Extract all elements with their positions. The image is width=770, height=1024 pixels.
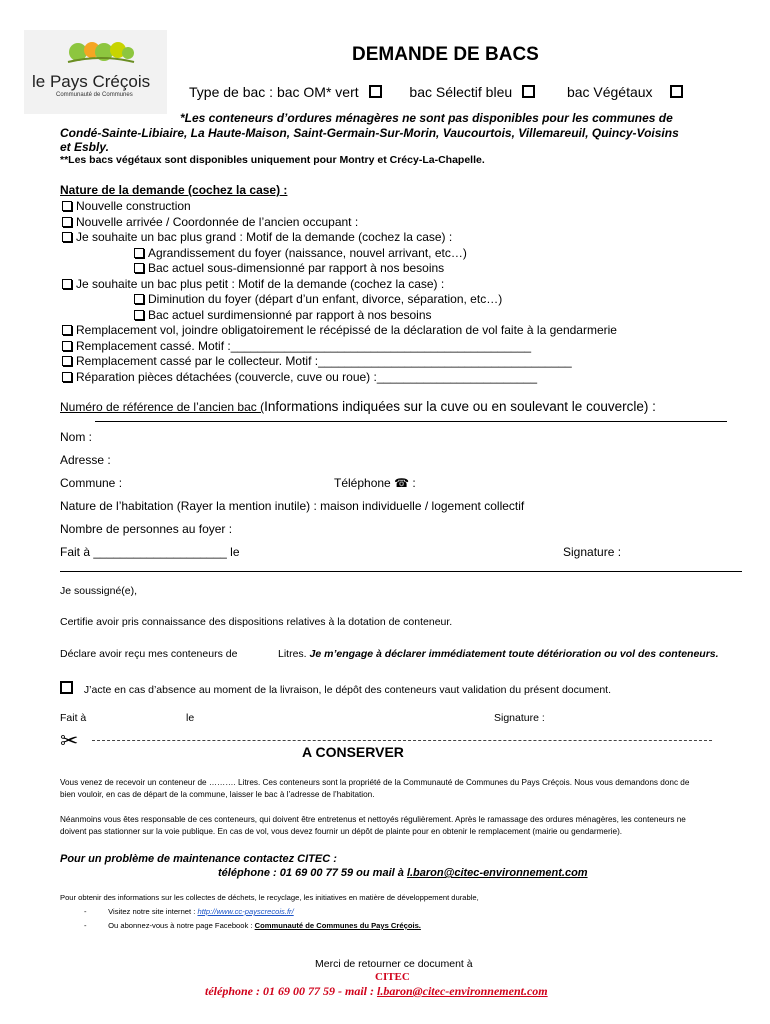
reference-hint: Informations indiquées sur la cuve ou en soulevant le couvercle) :: [264, 399, 656, 414]
field-fait-a[interactable]: Fait à ____________________ le: [60, 545, 240, 559]
nature-heading: Nature de la demande (cochez la case) :: [60, 183, 288, 197]
checkbox[interactable]: [62, 201, 72, 211]
checkbox[interactable]: [62, 341, 72, 351]
conserver-p1-line2: bien vouloir, en cas de départ de la commune, laisser le bac à l’adresse de l’habitation.: [60, 790, 375, 799]
website-link[interactable]: http://www.cc-payscrecois.fr/: [197, 907, 294, 916]
bac-vegetaux-label: bac Végétaux: [566, 84, 653, 100]
field-habitation[interactable]: Nature de l’habitation (Rayer la mention inutile) : maison individuelle / logement collectif: [60, 499, 525, 513]
notice-line-1: *Les conteneurs d’ordures ménagères ne sont pas disponibles pour les communes de: [180, 111, 673, 125]
bac-type-row: [189, 84, 687, 100]
bac-vegetaux-checkbox[interactable]: [670, 85, 683, 98]
conserver-p2-line1: Néanmoins vous êtes responsable de ces conteneurs, qui doivent être entretenus et nettoyés régulièrement. Après le ramassage des ordures ménagères, les conteneurs ne: [60, 815, 686, 824]
nature-subitem[interactable]: Diminution du foyer (départ d’un enfant, divorce, séparation, etc…): [134, 292, 617, 308]
nature-item[interactable]: Nouvelle construction: [62, 199, 617, 215]
reference-label: Numéro de référence de l’ancien bac (: [60, 400, 265, 414]
notice-line-3: et Esbly.: [60, 140, 109, 154]
phone-icon: ☎: [394, 476, 410, 490]
page-title: DEMANDE DE BACS: [352, 44, 539, 65]
field-nom[interactable]: Nom :: [60, 430, 93, 444]
attest-certifie: Certifie avoir pris connaissance des dispositions relatives à la dotation de conteneur.: [60, 616, 453, 628]
maintenance-heading: Pour un problème de maintenance contactez CITEC :: [60, 853, 337, 865]
info-bullet-website: - Visitez notre site internet : http://www.cc-payscrecois.fr/: [84, 907, 294, 916]
maintenance-contact: téléphone : 01 69 00 77 59 ou mail à l.baron@citec-environnement.com: [218, 867, 588, 879]
field-personnes[interactable]: Nombre de personnes au foyer :: [60, 522, 233, 536]
checkbox[interactable]: [62, 356, 72, 366]
bac-selectif-checkbox[interactable]: [522, 85, 535, 98]
checkbox[interactable]: [134, 294, 144, 304]
nature-item[interactable]: Réparation pièces détachées (couvercle, cuve ou roue) :________________________: [62, 370, 617, 386]
nature-item[interactable]: Nouvelle arrivée / Coordonnée de l’ancien occupant :: [62, 215, 617, 231]
checkbox[interactable]: [62, 279, 72, 289]
reference-line: [95, 421, 727, 422]
conserver-title: A CONSERVER: [302, 744, 404, 760]
reference-row: [60, 398, 656, 416]
field-telephone[interactable]: Téléphone ☎ :: [334, 476, 416, 490]
notice-vegetaux: **Les bacs végétaux sont disponibles uniquement pour Montry et Crécy-La-Chapelle.: [60, 154, 485, 166]
logo-subtitle: Communauté de Communes: [56, 92, 133, 98]
notice-line-2: Condé-Sainte-Libiaire, La Haute-Maison, Saint-Germain-Sur-Morin, Vaucourtois, Villemareuil, Quincy-Voisins: [60, 126, 679, 140]
logo: [24, 30, 167, 114]
cut-line: [92, 740, 712, 741]
field-signature[interactable]: Signature :: [563, 545, 622, 559]
nature-item[interactable]: Je souhaite un bac plus grand : Motif de la demande (cochez la case) :: [62, 230, 617, 246]
facebook-link[interactable]: Communauté de Communes du Pays Créçois.: [254, 921, 421, 930]
nature-item[interactable]: Remplacement cassé. Motif :_____________________________________________: [62, 339, 617, 355]
conserver-p2-line2: doivent pas stationner sur la voie publique. En cas de vol, vous devez fournir un dépôt de plainte pour en obtenir le remplacement (mairie ou gendarmerie).: [60, 827, 623, 836]
attest-fait-a[interactable]: Fait à: [60, 712, 87, 724]
attest-absence-row[interactable]: [60, 681, 611, 696]
section-divider: [60, 571, 742, 572]
logo-trees-icon: [66, 38, 136, 66]
maintenance-mail-link[interactable]: l.baron@citec-environnement.com: [406, 867, 588, 879]
footer-citec: CITEC: [375, 971, 410, 983]
checkbox[interactable]: [62, 325, 72, 335]
checkbox[interactable]: [134, 263, 144, 273]
nature-item[interactable]: Je souhaite un bac plus petit : Motif de la demande (cochez la case) :: [62, 277, 617, 293]
absence-checkbox[interactable]: [60, 681, 73, 694]
field-adresse[interactable]: Adresse :: [60, 453, 111, 467]
bac-om-label: Type de bac : bac OM* vert: [189, 84, 359, 100]
checkbox[interactable]: [62, 217, 72, 227]
nature-subitem[interactable]: Bac actuel sous-dimensionné par rapport à nos besoins: [134, 261, 617, 277]
scissors-icon: ✂: [60, 728, 79, 753]
attest-declare: Déclare avoir reçu mes conteneurs de: [60, 648, 238, 660]
field-commune[interactable]: Commune :: [60, 476, 123, 490]
checkbox[interactable]: [62, 232, 72, 242]
nature-subitem[interactable]: Agrandissement du foyer (naissance, nouvel arrivant, etc…): [134, 246, 617, 262]
bac-selectif-label: bac Sélectif bleu: [409, 84, 513, 100]
attest-absence: J’acte en cas d’absence au moment de la livraison, le dépôt des conteneurs vaut validation du présent document.: [83, 684, 611, 696]
logo-name: le Pays Créçois: [32, 72, 151, 91]
info-bullet-facebook: - Ou abonnez-vous à notre page Facebook : Communauté de Communes du Pays Créçois.: [84, 921, 421, 930]
nature-list: [62, 199, 617, 385]
info-text: Pour obtenir des informations sur les collectes de déchets, le recyclage, les initiatives en matière de développement durable,: [60, 893, 479, 902]
nature-item[interactable]: Remplacement vol, joindre obligatoirement le récépissé de la déclaration de vol faite à la gendarmerie: [62, 323, 617, 339]
attest-engage: Je m’engage à déclarer immédiatement toute détérioration ou vol des conteneurs.: [309, 648, 719, 660]
attest-le[interactable]: le: [186, 712, 195, 724]
conserver-p1-line1: Vous venez de recevoir un conteneur de ………. Litres. Ces conteneurs sont la propriété de la Communauté de Communes du Pays Créçois. Nous vous demandons donc de: [60, 778, 690, 787]
nature-item[interactable]: Remplacement cassé par le collecteur. Motif :______________________________________: [62, 354, 617, 370]
attest-soussigne: Je soussigné(e),: [60, 585, 138, 597]
attest-engage-row: [278, 648, 719, 660]
nature-subitem[interactable]: Bac actuel surdimensionné par rapport à nos besoins: [134, 308, 617, 324]
attest-signature[interactable]: Signature :: [494, 712, 545, 724]
attest-litres: Litres.: [278, 648, 307, 660]
checkbox[interactable]: [62, 372, 72, 382]
footer-mail-link[interactable]: l.baron@citec-environnement.com: [376, 984, 548, 998]
footer-contact: téléphone : 01 69 00 77 59 - mail : l.baron@citec-environnement.com: [205, 984, 548, 998]
checkbox[interactable]: [134, 248, 144, 258]
bac-om-checkbox[interactable]: [369, 85, 382, 98]
footer-merci: Merci de retourner ce document à: [315, 958, 473, 970]
checkbox[interactable]: [134, 310, 144, 320]
